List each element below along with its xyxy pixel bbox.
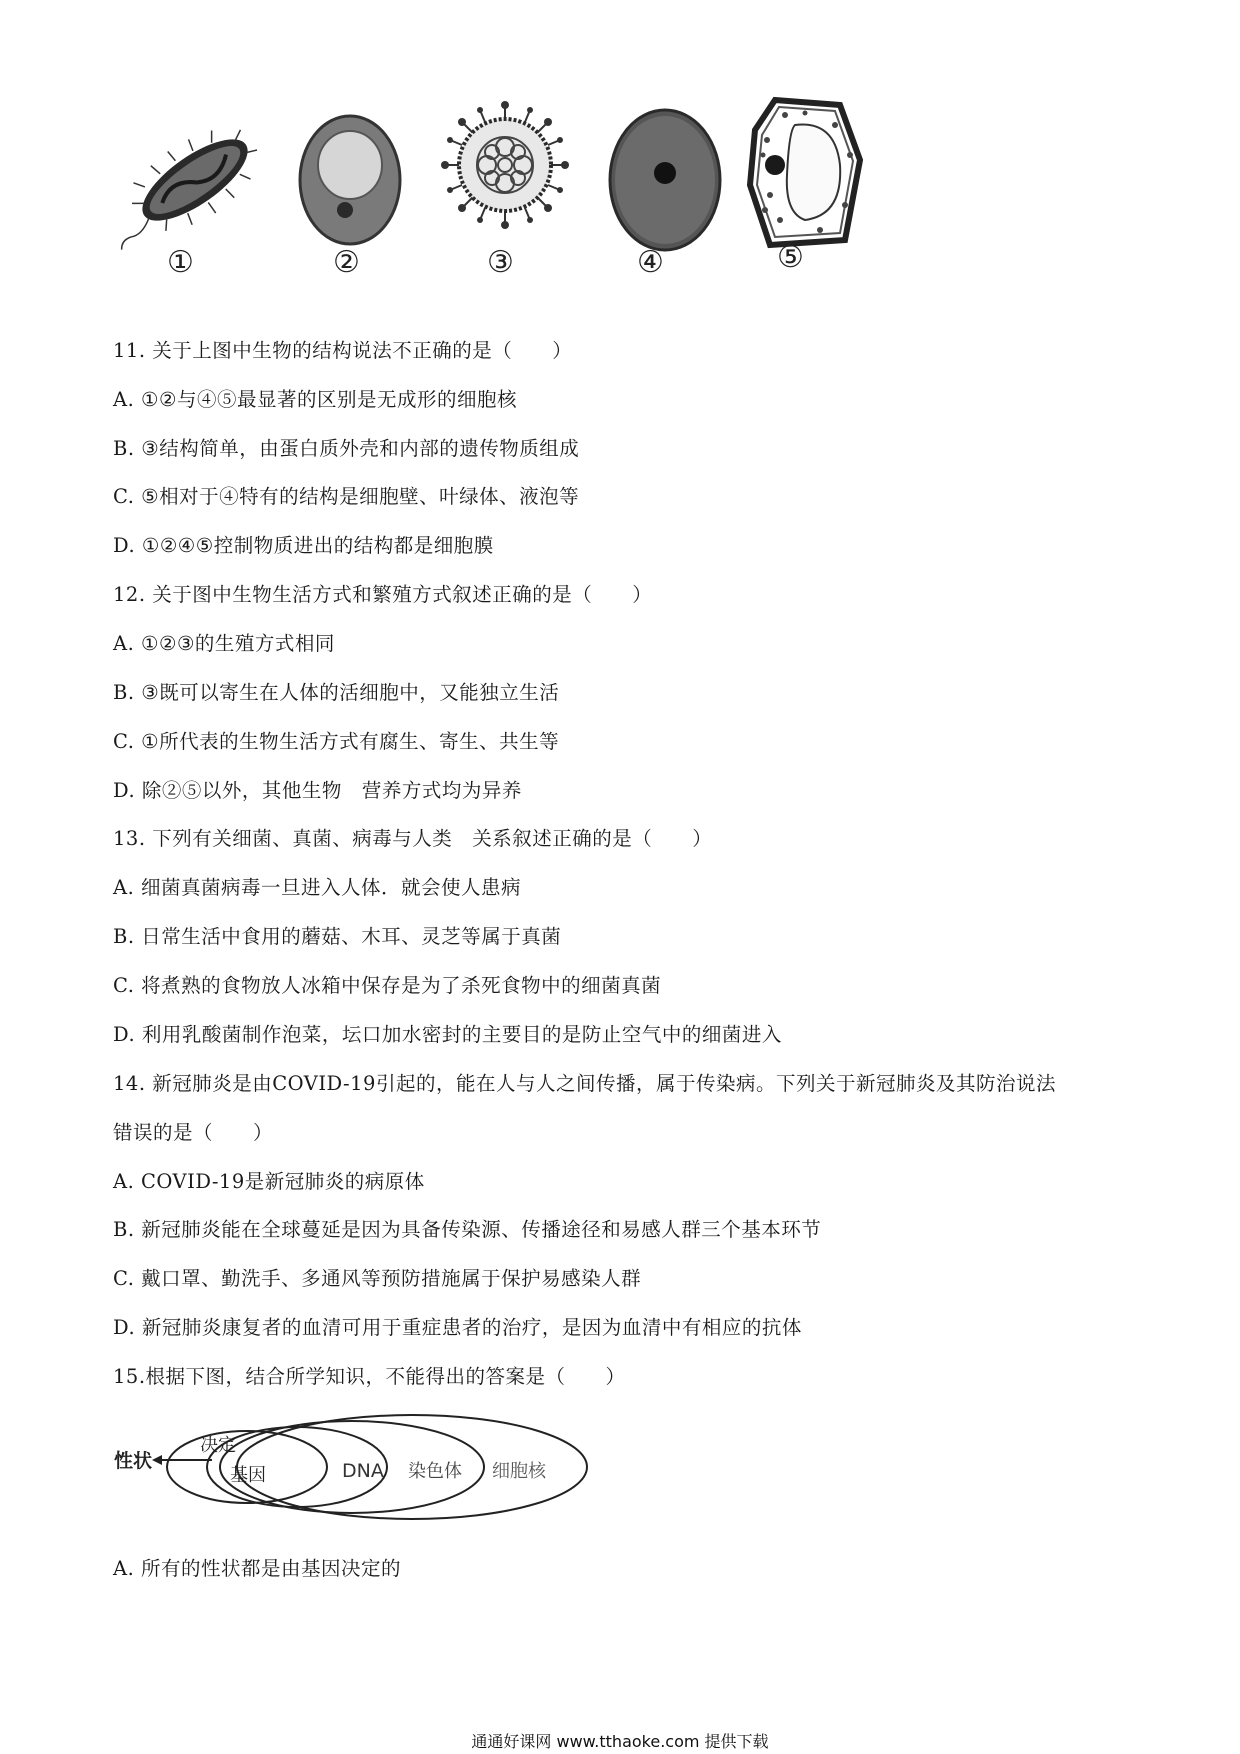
trait-label: 性状 [114,1450,153,1472]
plant-cell-illustration [745,95,865,255]
question-13-option-c: C. 将煮熟的食物放人冰箱中保存是为了杀死食物中的细菌真菌 [113,974,662,997]
decide-label: 决定 [200,1435,236,1456]
question-15-option-a: A. 所有的性状都是由基因决定的 [113,1557,401,1580]
question-11-option-a: A. ①②与④⑤最显著的区别是无成形的细胞核 [113,388,517,411]
question-14-option-d: D. 新冠肺炎康复者的血清可用于重症患者的治疗，是因为血清中有相应的抗体 [113,1316,802,1339]
question-12-option-a: A. ①②③的生殖方式相同 [113,632,335,655]
animal-cell-illustration [605,105,725,255]
decide-arrowhead [152,1455,162,1465]
figure-label-2: ② [333,245,360,280]
question-12-option-b: B. ③既可以寄生在人体的活细胞中，又能独立生活 [113,681,560,704]
question-14-stem-continued: 错误的是（ ） [113,1121,274,1144]
gene-label: 基因 [230,1465,266,1486]
question-14-option-b: B. 新冠肺炎能在全球蔓延是因为具备传染源、传播途径和易感人群三个基本环节 [113,1218,822,1241]
organism-figure-row [115,95,975,315]
virus-illustration [440,100,570,230]
question-12-option-d: D. 除②⑤以外，其他生物 营养方式均为异养 [113,779,522,802]
page-footer: 通通好课网 www.tthaoke.com 提供下载 [471,1732,769,1751]
yeast-illustration [295,110,405,250]
question-11-option-d: D. ①②④⑤控制物质进出的结构都是细胞膜 [113,534,494,557]
question-11-stem: 11. 关于上图中生物的结构说法不正确的是（ ） [113,339,573,362]
chromosome-label: 染色体 [408,1461,462,1482]
figure-label-1: ① [167,245,194,280]
question-12-stem: 12. 关于图中生物生活方式和繁殖方式叙述正确的是（ ） [113,583,653,606]
figure-label-4: ④ [637,245,664,280]
question-15-stem: 15.根据下图，结合所学知识，不能得出的答案是（ ） [113,1365,626,1388]
question-13-option-b: B. 日常生活中食用的蘑菇、木耳、灵芝等属于真菌 [113,925,562,948]
question-13-stem: 13. 下列有关细菌、真菌、病毒与人类 关系叙述正确的是（ ） [113,827,713,850]
question-12-option-c: C. ①所代表的生物生活方式有腐生、寄生、共生等 [113,730,560,753]
question-13-option-a: A. 细菌真菌病毒一旦进入人体．就会使人患病 [113,876,521,899]
question-14-stem: 14. 新冠肺炎是由COVID-19引起的，能在人与人之间传播，属于传染病。下列关于新冠肺炎及其防治说法 [113,1072,1056,1095]
figure-label-5: ⑤ [777,240,804,275]
question-14-option-a: A. COVID-19是新冠肺炎的病原体 [113,1170,425,1193]
question-11-option-c: C. ⑤相对于④特有的结构是细胞壁、叶绿体、液泡等 [113,485,580,508]
question-13-option-d: D. 利用乳酸菌制作泡菜，坛口加水密封的主要目的是防止空气中的细菌进入 [113,1023,782,1046]
question-11-option-b: B. ③结构简单，由蛋白质外壳和内部的遗传物质组成 [113,437,580,460]
question-14-option-c: C. 戴口罩、勤洗手、多通风等预防措施属于保护易感染人群 [113,1267,642,1290]
gene-relationship-diagram [112,1405,592,1530]
nucleus-label: 细胞核 [492,1461,546,1482]
bacterium-illustration [115,95,265,265]
dna-label: DNA [342,1460,384,1482]
figure-label-3: ③ [487,245,514,280]
